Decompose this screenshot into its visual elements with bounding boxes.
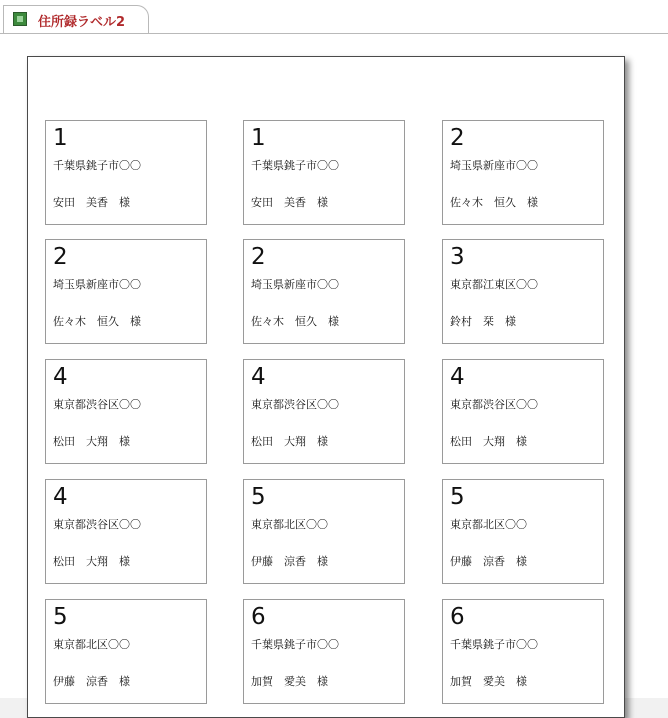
label-recipient-name: 安田 美香 様 [53,196,130,209]
label-number: 4 [53,484,68,510]
label-number: 1 [53,125,68,151]
label-number: 6 [450,604,465,630]
label-address: 千葉県銚子市〇〇 [251,159,339,172]
label-recipient-name: 佐々木 恒久 様 [53,315,141,328]
document-tab-bar [0,0,668,34]
address-label [243,599,405,704]
label-recipient-name: 伊藤 涼香 様 [53,675,130,688]
label-recipient-name: 加賀 愛美 様 [450,675,527,688]
label-address: 東京都渋谷区〇〇 [251,398,339,411]
address-label [45,599,207,704]
label-number: 5 [450,484,465,510]
label-address: 東京都北区〇〇 [251,518,328,531]
label-address: 千葉県銚子市〇〇 [450,638,538,651]
report-preview-area[interactable] [0,34,668,698]
label-number: 5 [53,604,68,630]
address-label [243,239,405,344]
address-label [442,599,604,704]
label-number: 4 [251,364,266,390]
address-label [442,479,604,584]
label-recipient-name: 松田 大翔 様 [450,435,527,448]
label-recipient-name: 伊藤 涼香 様 [450,555,527,568]
label-address: 東京都渋谷区〇〇 [450,398,538,411]
report-icon [13,12,27,26]
address-label [243,359,405,464]
label-number: 4 [450,364,465,390]
report-tab-title: 住所録ラベル2 [38,15,126,30]
address-label [243,479,405,584]
label-recipient-name: 佐々木 恒久 様 [450,196,538,209]
label-address: 東京都渋谷区〇〇 [53,518,141,531]
label-address: 東京都北区〇〇 [450,518,527,531]
address-label [45,239,207,344]
address-label [45,120,207,225]
label-number: 1 [251,125,266,151]
report-tab[interactable] [3,5,149,34]
label-recipient-name: 安田 美香 様 [251,196,328,209]
label-recipient-name: 松田 大翔 様 [53,435,130,448]
label-recipient-name: 加賀 愛美 様 [251,675,328,688]
label-number: 2 [450,125,465,151]
label-address: 埼玉県新座市〇〇 [251,278,339,291]
address-label [442,359,604,464]
label-number: 4 [53,364,68,390]
label-recipient-name: 佐々木 恒久 様 [251,315,339,328]
address-label [45,359,207,464]
label-address: 東京都北区〇〇 [53,638,130,651]
label-number: 5 [251,484,266,510]
label-number: 6 [251,604,266,630]
label-address: 埼玉県新座市〇〇 [450,159,538,172]
label-recipient-name: 松田 大翔 様 [251,435,328,448]
label-address: 東京都江東区〇〇 [450,278,538,291]
address-label [442,239,604,344]
label-address: 東京都渋谷区〇〇 [53,398,141,411]
label-number: 2 [53,244,68,270]
label-recipient-name: 伊藤 涼香 様 [251,555,328,568]
label-address: 千葉県銚子市〇〇 [53,159,141,172]
label-address: 千葉県銚子市〇〇 [251,638,339,651]
label-address: 埼玉県新座市〇〇 [53,278,141,291]
label-number: 2 [251,244,266,270]
label-recipient-name: 松田 大翔 様 [53,555,130,568]
address-label [243,120,405,225]
report-page [27,56,625,718]
label-recipient-name: 鈴村 栞 様 [450,315,516,328]
address-label [442,120,604,225]
label-number: 3 [450,244,465,270]
address-label [45,479,207,584]
